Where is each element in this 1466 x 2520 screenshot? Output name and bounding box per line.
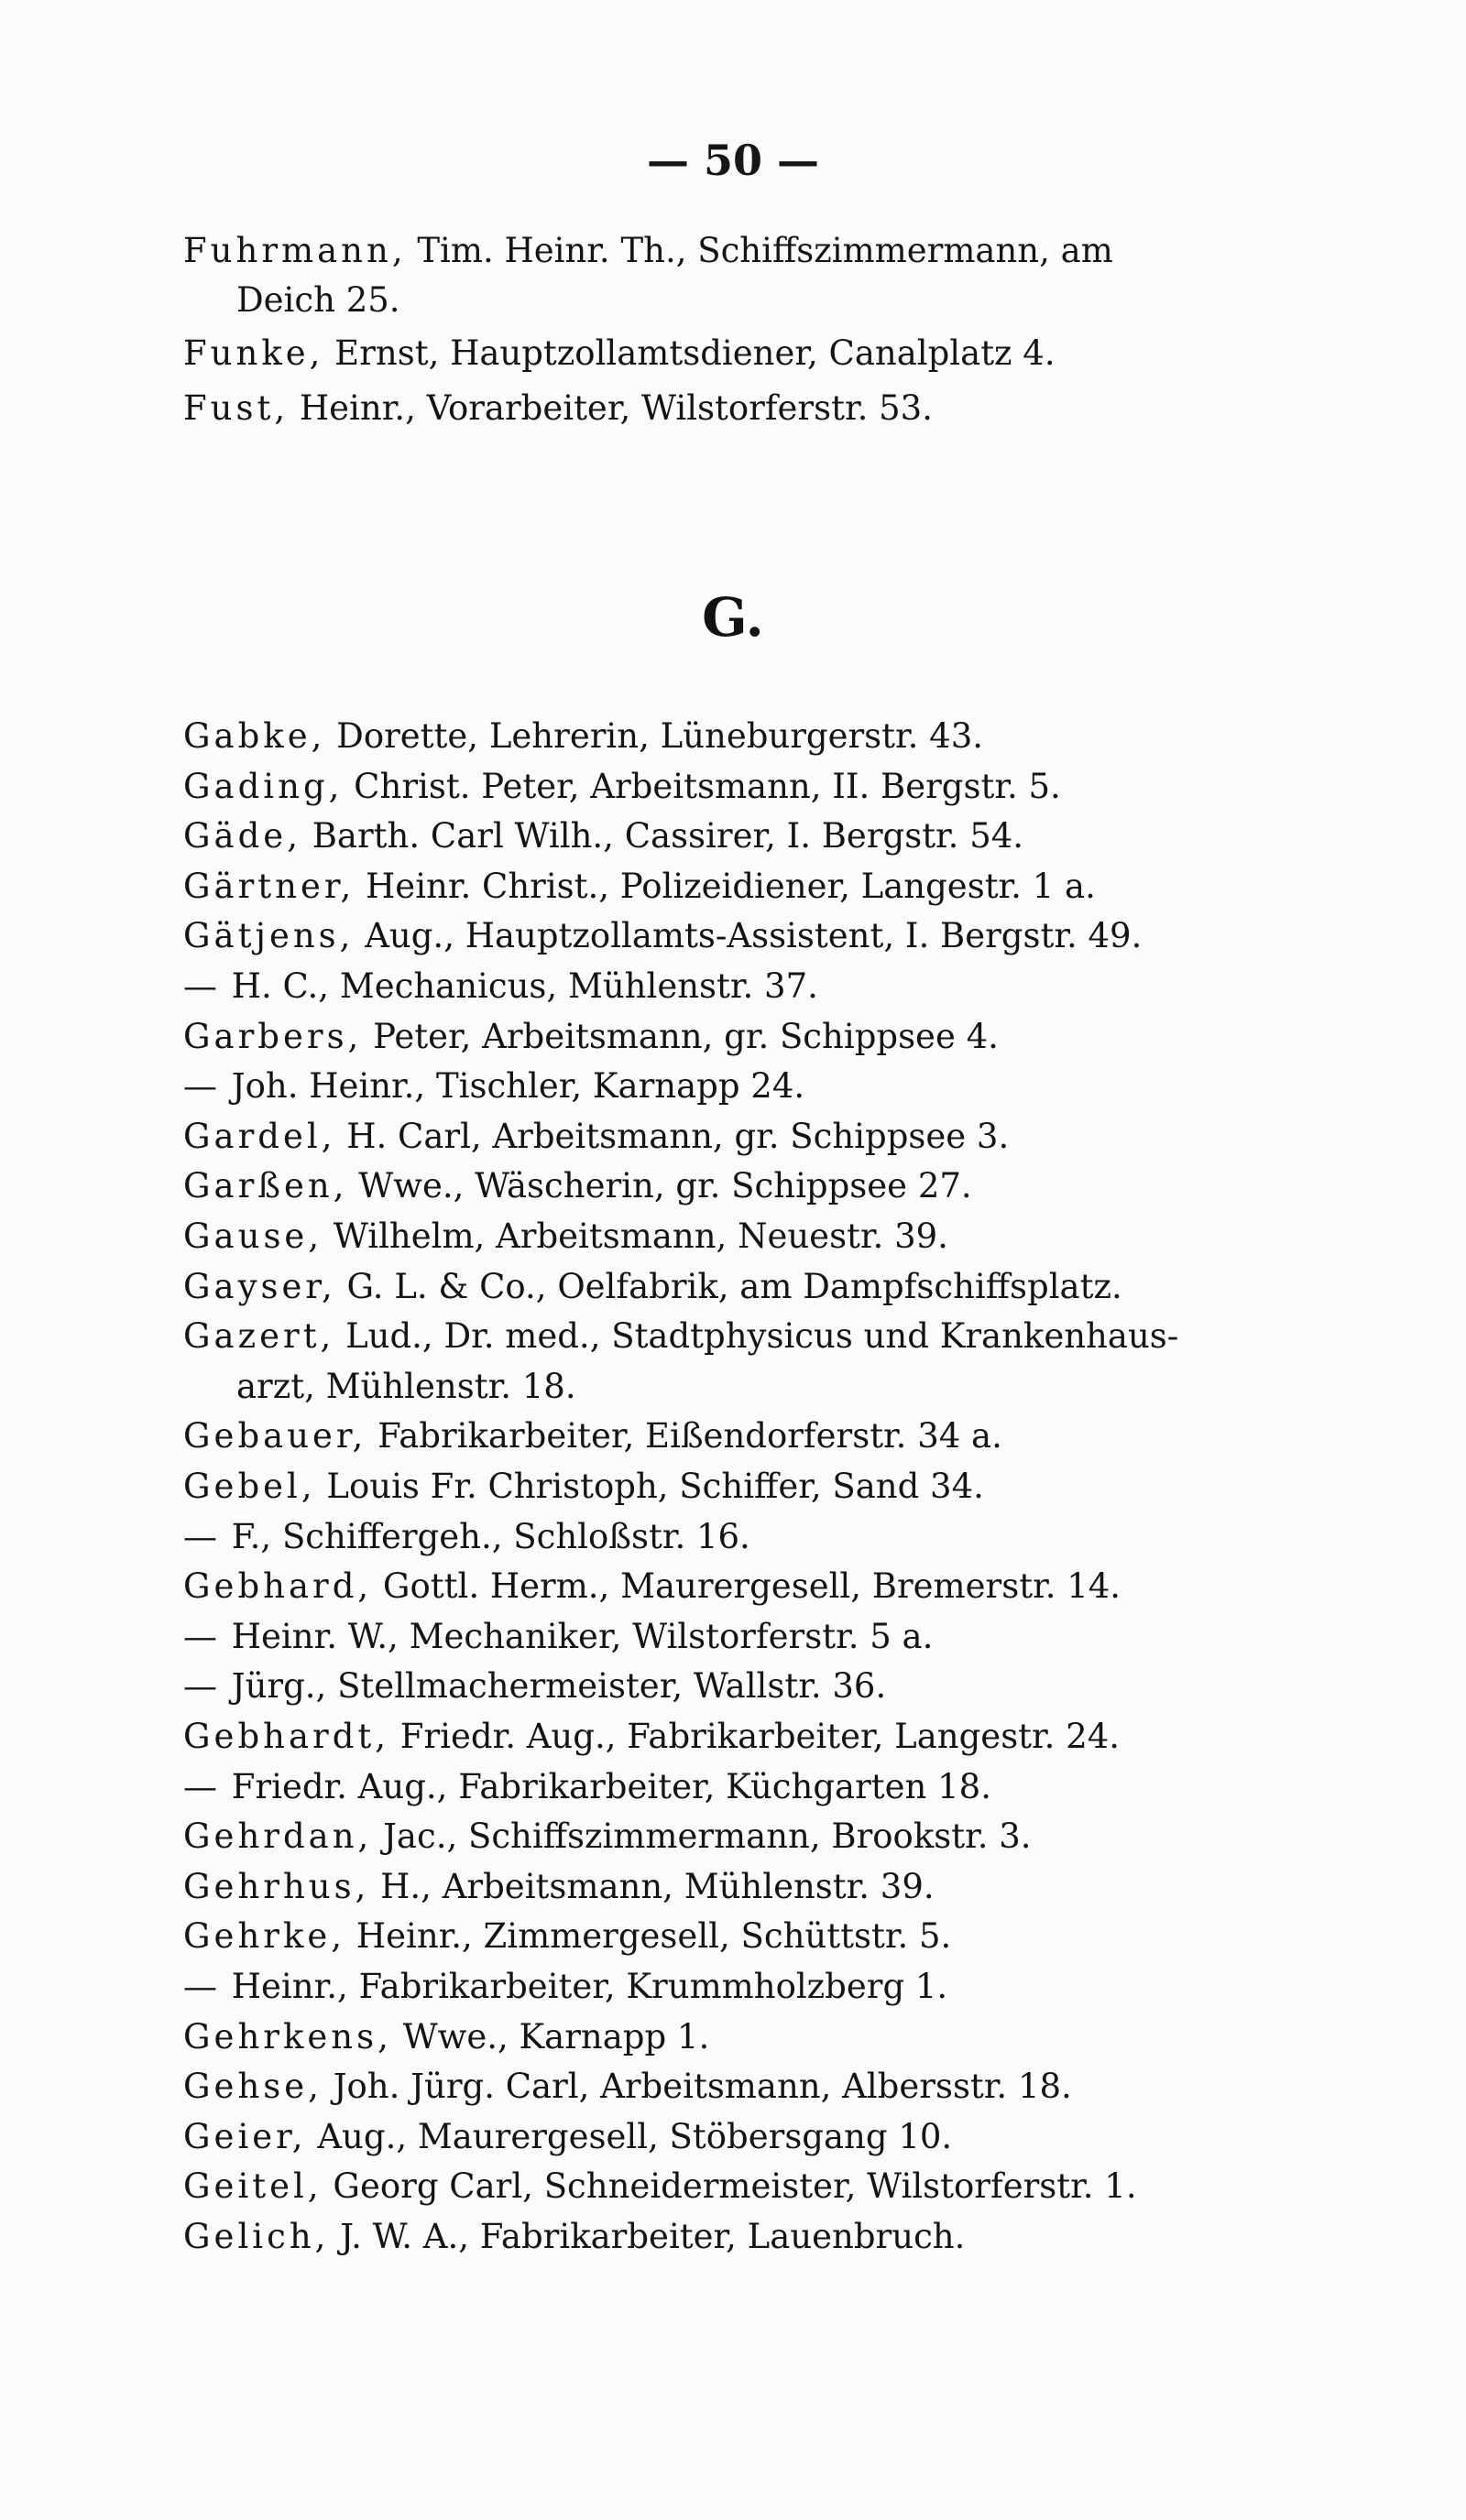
directory-entry xyxy=(183,1867,1365,1907)
entry-details: Louis Fr. Christoph, Schiffer, Sand 34. xyxy=(315,1467,984,1506)
directory-entry xyxy=(183,1767,1365,1807)
entry-surname: Gading, xyxy=(183,766,344,806)
entry-details: Wwe., Wäscherin, gr. Schippsee 27. xyxy=(347,1166,972,1206)
entry-details: Christ. Peter, Arbeitsmann, II. Bergstr. 5. xyxy=(343,766,1061,806)
entry-surname: Gebel, xyxy=(183,1467,316,1506)
entry-surname: Funke, xyxy=(183,333,324,373)
entry-details: Ernst, Hauptzollamtsdiener, Canalplatz 4. xyxy=(323,333,1056,373)
entry-surname: — xyxy=(183,1666,221,1707)
entry-surname: Gäde, xyxy=(183,816,301,856)
entry-details: Friedr. Aug., Fabrikarbeiter, Langestr. 24. xyxy=(389,1717,1121,1756)
entry-surname: — xyxy=(183,1967,221,2006)
entry-details: H. Carl, Arbeitsmann, gr. Schippsee 3. xyxy=(335,1116,1010,1156)
directory-entry xyxy=(183,1316,1365,1357)
entry-details: Barth. Carl Wilh., Cassirer, I. Bergstr. 54. xyxy=(301,816,1024,856)
directory-entry xyxy=(183,2017,1365,2057)
directory-entry xyxy=(183,1816,1365,1857)
entry-surname: Gehrkens, xyxy=(183,2016,392,2056)
entry-details: Jürg., Stellmachermeister, Wallstr. 36. xyxy=(221,1666,887,1707)
page-number: — 50 — xyxy=(646,136,820,185)
entry-surname: Gebhard, xyxy=(183,1566,373,1607)
entry-details: Fabrikarbeiter, Eißendorferstr. 34 a. xyxy=(366,1416,1002,1456)
directory-entry xyxy=(183,1216,1365,1257)
entry-surname: Gehrhus, xyxy=(183,1866,370,1906)
entry-details: Heinr., Zimmergesell, Schüttstr. 5. xyxy=(345,1916,952,1957)
entry-surname: — xyxy=(183,1616,221,1656)
directory-entry xyxy=(183,1666,1365,1707)
entry-surname: — xyxy=(183,1516,221,1556)
entry-surname: Gayser, xyxy=(183,1266,336,1306)
directory-entry xyxy=(183,2217,1365,2257)
entry-surname: — xyxy=(183,1766,221,1806)
entry-details: Heinr. W., Mechaniker, Wilstorferstr. 5 a. xyxy=(221,1616,934,1656)
entry-details: G. L. & Co., Oelfabrik, am Dampfschiffsplatz. xyxy=(335,1266,1122,1306)
directory-entry xyxy=(183,916,1365,956)
directory-entry xyxy=(183,231,1365,271)
entry-details: Lud., Dr. med., Stadtphysicus und Krankenhaus- xyxy=(334,1316,1179,1357)
entry-details: F., Schiffergeh., Schloßstr. 16. xyxy=(221,1516,750,1556)
directory-entry xyxy=(183,816,1365,856)
entry-details: Tim. Heinr. Th., Schiffszimmermann, am xyxy=(406,231,1113,270)
entry-details: H. C., Mechanicus, Mühlenstr. 37. xyxy=(221,966,818,1006)
entry-details: Heinr., Vorarbeiter, Wilstorferstr. 53. xyxy=(289,388,933,428)
entry-surname: Gehse, xyxy=(183,2067,323,2107)
directory-entry xyxy=(183,1517,1365,1557)
entry-surname: Gabke, xyxy=(183,716,326,756)
directory-entry xyxy=(183,1416,1365,1456)
entry-details: H., Arbeitsmann, Mühlenstr. 39. xyxy=(369,1866,935,1906)
entry-details: Heinr., Fabrikarbeiter, Krummholzberg 1. xyxy=(221,1967,948,2006)
entry-details: Deich 25. xyxy=(236,280,400,320)
entry-details: Heinr. Christ., Polizeidiener, Langestr. 1 a. xyxy=(355,866,1096,906)
directory-entry xyxy=(236,1367,1365,1407)
entry-details: Joh. Jürg. Carl, Arbeitsmann, Albersstr. 18. xyxy=(322,2067,1072,2107)
entry-details: arzt, Mühlenstr. 18. xyxy=(236,1366,576,1406)
entry-surname: — xyxy=(183,1066,221,1107)
directory-entry xyxy=(183,1916,1365,1957)
entry-surname: Geitel, xyxy=(183,2166,323,2207)
entry-surname: Gebauer, xyxy=(183,1416,367,1456)
entry-surname: Geier, xyxy=(183,2116,307,2156)
entry-details: Friedr. Aug., Fabrikarbeiter, Küchgarten 18. xyxy=(221,1766,991,1806)
directory-entry xyxy=(183,1017,1365,1057)
directory-entry xyxy=(183,1617,1365,1657)
entry-surname: Gebhardt, xyxy=(183,1717,390,1756)
entry-details: Georg Carl, Schneidermeister, Wilstorferstr. 1. xyxy=(322,2166,1137,2207)
entry-surname: Gause, xyxy=(183,1216,323,1256)
entry-surname: Gehrdan, xyxy=(183,1816,373,1857)
entry-surname: Fust, xyxy=(183,388,290,428)
directory-entry xyxy=(183,1717,1365,1757)
directory-entry xyxy=(183,333,1365,374)
entry-details: Dorette, Lehrerin, Lüneburgerstr. 43. xyxy=(325,716,984,756)
directory-entry xyxy=(183,1066,1365,1107)
entry-surname: Gardel, xyxy=(183,1116,336,1156)
entry-surname: Garßen, xyxy=(183,1166,348,1206)
section-heading: G. xyxy=(702,586,764,649)
directory-entry xyxy=(183,1267,1365,1307)
directory-entry xyxy=(183,1166,1365,1206)
entry-surname: Gätjens, xyxy=(183,916,355,956)
directory-entry xyxy=(183,2067,1365,2107)
entry-surname: Fuhrmann, xyxy=(183,231,407,270)
directory-entry xyxy=(183,1467,1365,1507)
entry-details: Wilhelm, Arbeitsmann, Neuestr. 39. xyxy=(323,1216,948,1256)
entry-surname: Gazert, xyxy=(183,1316,335,1357)
directory-entry xyxy=(183,767,1365,807)
directory-entry xyxy=(183,1967,1365,2007)
directory-entry xyxy=(183,716,1365,757)
directory-entry xyxy=(236,280,1365,321)
directory-entry xyxy=(183,2166,1365,2207)
directory-entry xyxy=(183,867,1365,907)
entry-details: Aug., Maurergesell, Stöbersgang 10. xyxy=(306,2116,953,2156)
directory-entry xyxy=(183,1566,1365,1607)
entry-details: Joh. Heinr., Tischler, Karnapp 24. xyxy=(221,1066,805,1107)
entry-surname: Gärtner, xyxy=(183,866,356,906)
directory-entry xyxy=(183,966,1365,1007)
directory-entry xyxy=(183,2117,1365,2157)
entry-details: Peter, Arbeitsmann, gr. Schippsee 4. xyxy=(362,1016,999,1056)
entry-surname: — xyxy=(183,966,221,1006)
directory-entry xyxy=(183,1117,1365,1157)
entry-surname: Garbers, xyxy=(183,1016,363,1056)
entry-details: Wwe., Karnapp 1. xyxy=(391,2016,710,2056)
entry-surname: Gehrke, xyxy=(183,1916,346,1957)
directory-entry xyxy=(183,388,1365,429)
entry-details: J. W. A., Fabrikarbeiter, Lauenbruch. xyxy=(329,2217,966,2256)
entry-details: Jac., Schiffszimmermann, Brookstr. 3. xyxy=(372,1816,1032,1857)
entry-surname: Gelich, xyxy=(183,2217,330,2256)
entry-details: Gottl. Herm., Maurergesell, Bremerstr. 14. xyxy=(372,1566,1121,1607)
entry-details: Aug., Hauptzollamts-Assistent, I. Bergstr. 49. xyxy=(354,916,1143,956)
